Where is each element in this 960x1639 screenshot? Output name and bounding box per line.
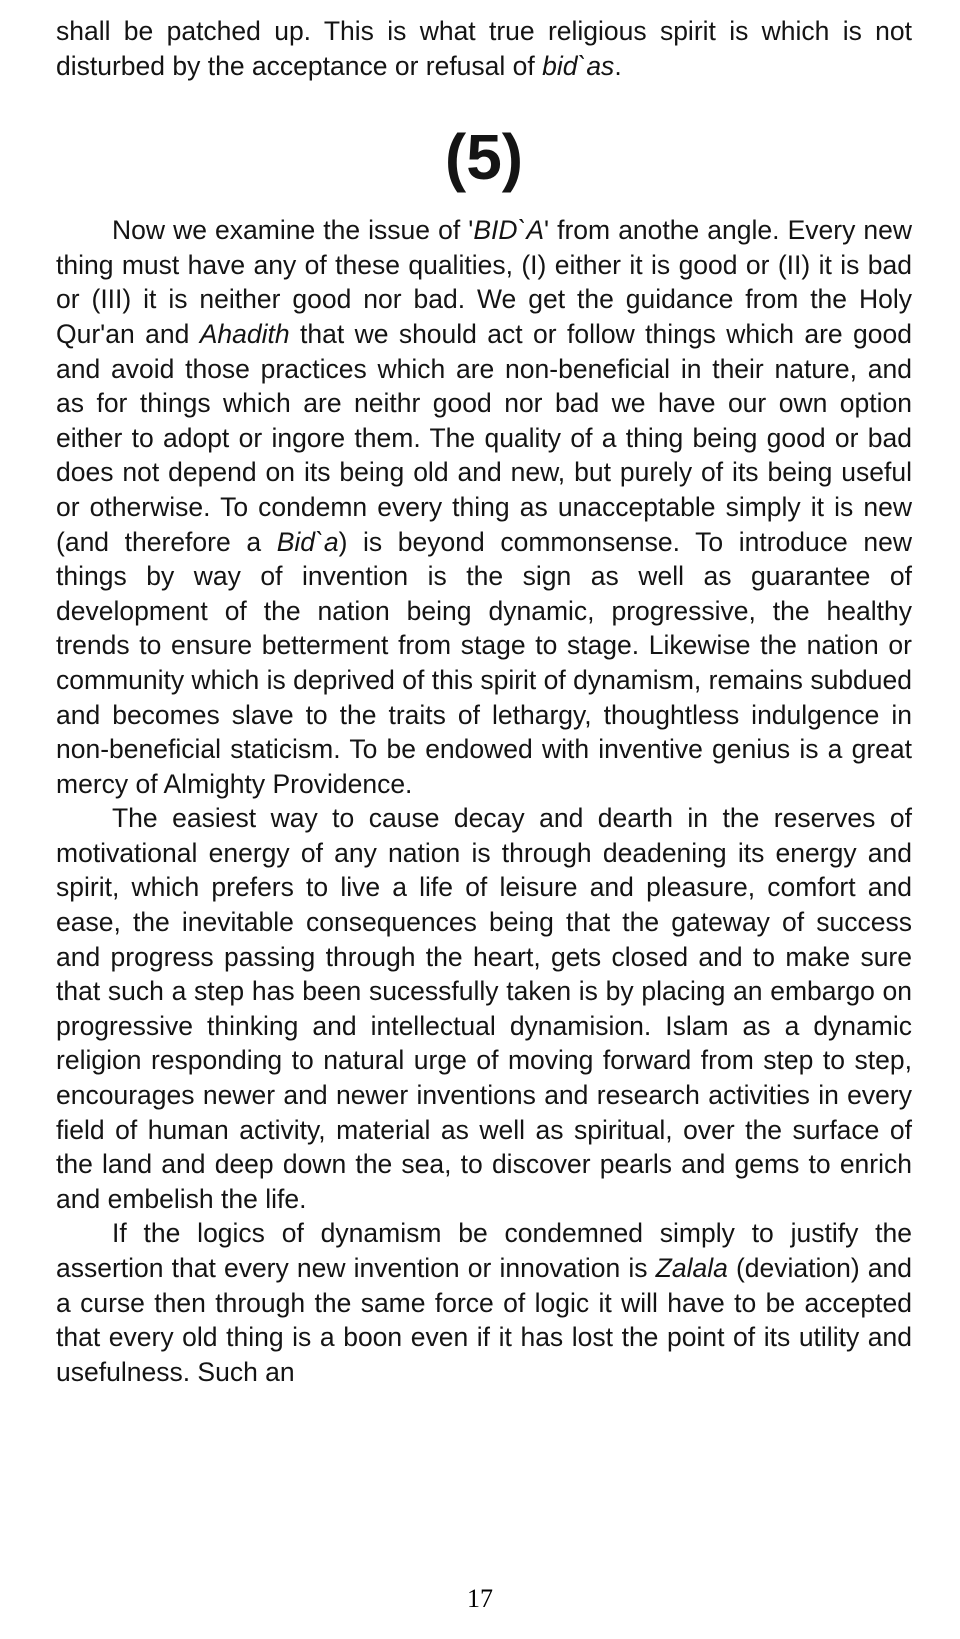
paragraph-3 xyxy=(56,1216,912,1389)
paragraph-1-text-2: ' from anothe angle. Every new thing must have any of these qualities, (I) either it is good or (II) it is bad or (III) it is neither good nor bad. We get the guidance from the Holy Qur'an and xyxy=(56,215,912,349)
paragraph-1 xyxy=(56,213,912,801)
paragraph-1-italic-bida-2: Bid`a xyxy=(276,526,339,557)
paragraph-3-text-2: (deviation) and a curse then through the same force of logic it will have to be accepted that every old thing is a boon even if it has lost the point of its utility and usefulness. Such an xyxy=(56,1253,912,1387)
paragraph-3-text-1: If the logics of dynamism be condemned simply to justify the assertion that every new invention or innovation is xyxy=(56,1218,912,1283)
paragraph-1-italic-ahadith: Ahadith xyxy=(199,318,290,349)
paragraph-2-text: The easiest way to cause decay and dearth in the reserves of motivational energy of any nation is through deadening its energy and spirit, which prefers to live a life of leisure and pleasure, comfort and ease, the inevitable consequences being that the gateway of success and progress passing through the heart, gets closed and to make sure that such a step has been sucessfully taken is by placing an embargo on progressive thinking and intellectual dynamision. Islam as a dynamic religion responding to natural urge of moving forward from step to step, encourages newer and newer inventions and research activities in every field of human activity, material as well as spiritual, over the surface of the land and deep down the sea, to discover pearls and gems to enrich and embelish the life. xyxy=(56,803,912,1214)
paragraph-1-italic-bida: BID`A xyxy=(473,215,544,246)
paragraph-1-text-4: ) is beyond commonsense. To introduce new things by way of invention is the sign as well as guarantee of development of the nation being dynamic, progressive, the healthy trends to ensure betterment from stage to stage. Likewise the nation or community which is deprived of this spirit of dynamism, remains subdued and becomes slave to the traits of lethargy, thoughtless indulgence in non-beneficial staticism. To be endowed with inventive genius is a great mercy of Almighty Providence. xyxy=(56,526,913,799)
paragraph-1-text-1: Now we examine the issue of ' xyxy=(112,215,474,246)
opening-paragraph xyxy=(56,14,912,83)
paragraph-2 xyxy=(56,801,912,1216)
paragraph-1-text-3: that we should act or follow things which are good and avoid those practices which are non-beneficial in their nature, and as for things which are neithr good nor bad we have our own option either to adopt or ingore them. The quality of a thing being good or bad does not depend on its being old and new, but purely of its being useful or otherwise. To condemn every thing as unacceptable simply it is new (and therefore a xyxy=(56,318,912,557)
section-heading: (5) xyxy=(444,121,524,194)
page-number: 17 xyxy=(467,1584,493,1613)
opening-text-1: shall be patched up. This is what true religious spirit is which is not disturbed by the acceptance or refusal of xyxy=(56,16,912,81)
opening-text-2: . xyxy=(614,50,622,81)
paragraph-3-italic-zalala: Zalala xyxy=(655,1253,728,1283)
opening-italic-term: bid`as xyxy=(542,50,615,81)
